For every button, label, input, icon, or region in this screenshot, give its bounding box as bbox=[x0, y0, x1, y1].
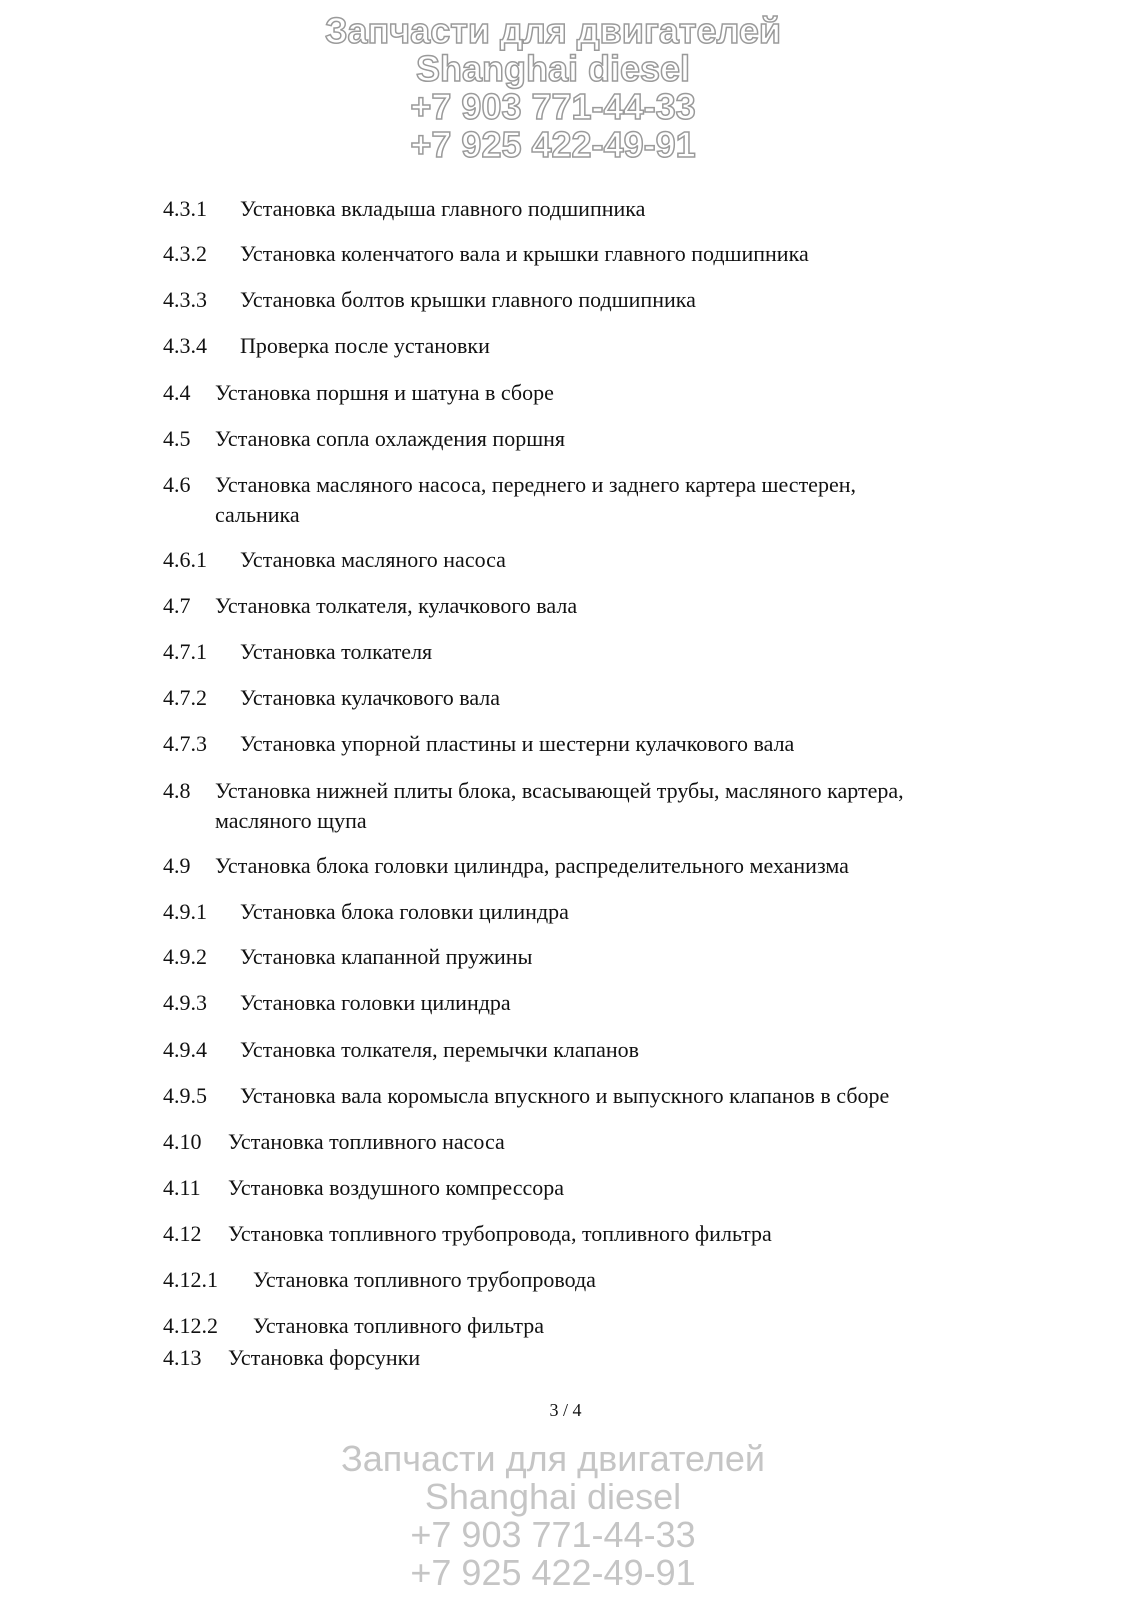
toc-number: 4.9.2 bbox=[163, 944, 207, 969]
toc-title: Установка толкателя, кулачкового вала bbox=[215, 593, 578, 618]
toc-number: 4.11 bbox=[163, 1175, 201, 1200]
toc-number: 4.6.1 bbox=[163, 547, 207, 572]
watermark-text: +7 925 422-49-91 bbox=[410, 1552, 696, 1593]
toc-number: 4.10 bbox=[163, 1129, 202, 1154]
toc-title: Установка форсунки bbox=[228, 1345, 421, 1370]
toc-title: Установка масляного насоса bbox=[240, 547, 506, 572]
toc-number: 4.12 bbox=[163, 1221, 202, 1246]
toc-title: Установка поршня и шатуна в сборе bbox=[215, 380, 554, 405]
toc-title: Установка болтов крышки главного подшипника bbox=[240, 287, 696, 312]
toc-number: 4.3.4 bbox=[163, 333, 207, 358]
toc-number: 4.4 bbox=[163, 380, 191, 405]
toc-title: Установка толкателя bbox=[240, 639, 433, 664]
toc-number: 4.12.1 bbox=[163, 1267, 218, 1292]
toc-number: 4.9.5 bbox=[163, 1083, 207, 1108]
toc-title: Установка головки цилиндра bbox=[240, 990, 511, 1015]
toc-number: 4.7 bbox=[163, 593, 191, 618]
toc-number: 4.7.3 bbox=[163, 731, 207, 756]
toc-number: 4.5 bbox=[163, 426, 191, 451]
toc-title: Установка топливного насоса bbox=[228, 1129, 505, 1154]
watermark-text: Shanghai diesel bbox=[415, 48, 691, 89]
toc-title: Установка коленчатого вала и крышки главного подшипника bbox=[240, 241, 809, 266]
watermark-text: Запчасти для двигателей bbox=[324, 10, 782, 51]
toc-number: 4.7.2 bbox=[163, 685, 207, 710]
toc-title: Проверка после установки bbox=[240, 333, 490, 358]
toc-title: Установка топливного трубопровода, топливного фильтра bbox=[228, 1221, 772, 1246]
toc-title: Установка вкладыша главного подшипника bbox=[240, 196, 646, 221]
watermark-text: +7 903 771-44-33 bbox=[410, 1514, 696, 1555]
toc-number: 4.9.4 bbox=[163, 1037, 207, 1062]
toc-title: Установка клапанной пружины bbox=[240, 944, 533, 969]
toc-number: 4.3.2 bbox=[163, 241, 207, 266]
toc-number: 4.9.1 bbox=[163, 899, 207, 924]
toc-title: Установка топливного фильтра bbox=[253, 1313, 544, 1338]
toc-number: 4.8 bbox=[163, 778, 191, 803]
watermark-text: Запчасти для двигателей bbox=[340, 1438, 765, 1479]
toc-title: Установка толкателя, перемычки клапанов bbox=[240, 1037, 640, 1062]
watermark-text: Shanghai diesel bbox=[424, 1476, 682, 1517]
toc-number: 4.6 bbox=[163, 472, 191, 497]
toc-title-continued: масляного щупа bbox=[215, 808, 367, 833]
toc-number: 4.13 bbox=[163, 1345, 202, 1370]
toc-number: 4.3.3 bbox=[163, 287, 207, 312]
toc-number: 4.9 bbox=[163, 853, 191, 878]
toc-number: 4.3.1 bbox=[163, 196, 207, 221]
watermark-text: +7 925 422-49-91 bbox=[410, 124, 696, 165]
toc-number: 4.7.1 bbox=[163, 639, 207, 664]
toc-title: Установка кулачкового вала bbox=[240, 685, 501, 710]
toc-title: Установка вала коромысла впускного и выпускного клапанов в сборе bbox=[240, 1083, 890, 1108]
toc-title: Установка блока головки цилиндра bbox=[240, 899, 569, 924]
toc-title: Установка блока головки цилиндра, распределительного механизма bbox=[215, 853, 849, 878]
toc-title: Установка упорной пластины и шестерни кулачкового вала bbox=[240, 731, 795, 756]
toc-title: Установка воздушного компрессора bbox=[228, 1175, 564, 1200]
toc-number: 4.9.3 bbox=[163, 990, 207, 1015]
toc-title-continued: сальника bbox=[215, 502, 300, 527]
toc-title: Установка нижней плиты блока, всасывающей трубы, масляного картера, bbox=[215, 778, 904, 803]
page-number: 3 / 4 bbox=[549, 1400, 582, 1420]
toc-number: 4.12.2 bbox=[163, 1313, 218, 1338]
toc-title: Установка топливного трубопровода bbox=[253, 1267, 596, 1292]
toc-title: Установка сопла охлаждения поршня bbox=[215, 426, 566, 451]
watermark-text: +7 903 771-44-33 bbox=[410, 86, 696, 127]
toc-title: Установка масляного насоса, переднего и заднего картера шестерен, bbox=[215, 472, 856, 497]
